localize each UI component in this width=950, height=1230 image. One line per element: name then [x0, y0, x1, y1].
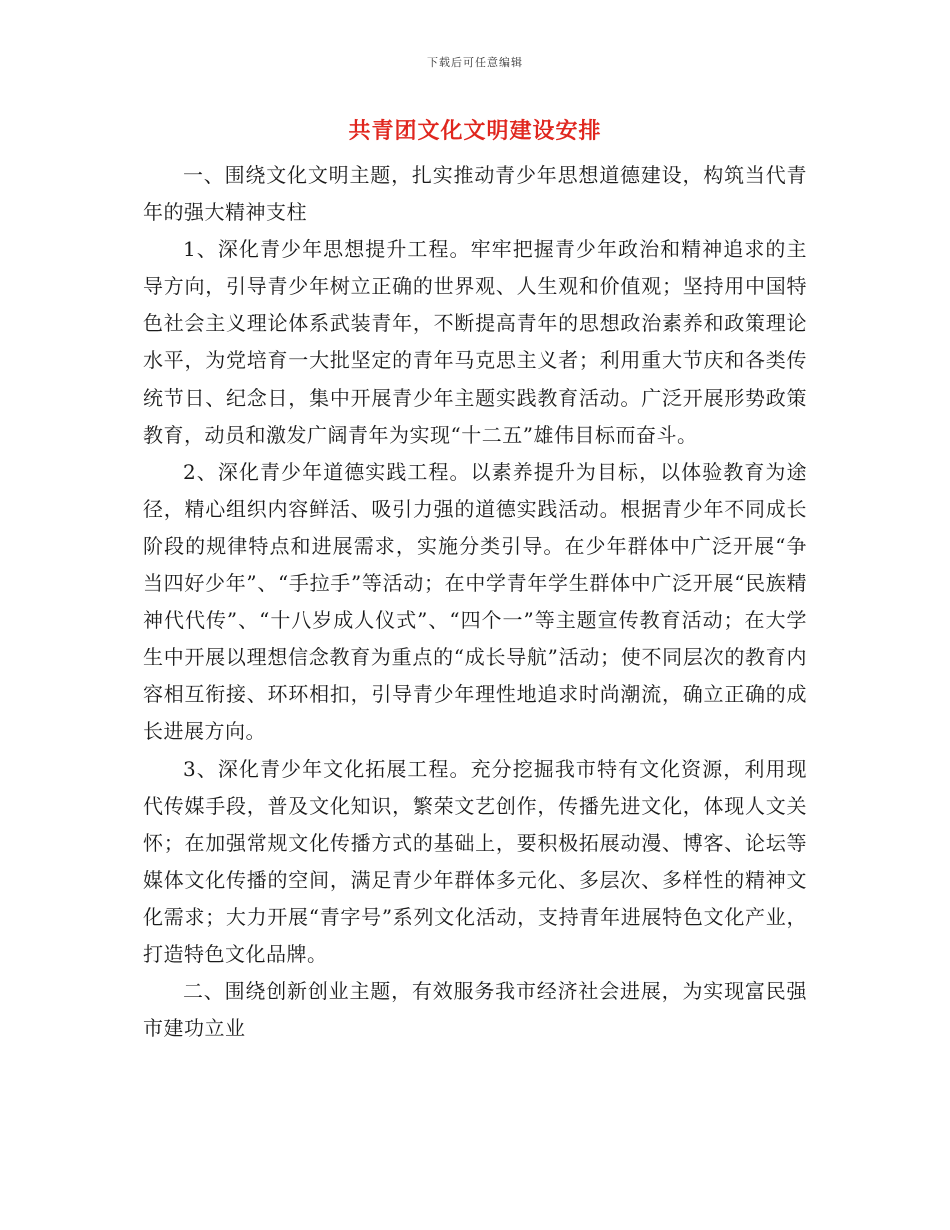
paragraph-item-2: 2、深化青少年道德实践工程。以素养提升为目标，以体验教育为途径，精心组织内容鲜活、吸引力强的道德实践活动。根据青少年不同成长阶段的规律特点和进展需求，实施分类引导。在少年群体中广泛开展“争当四好少年”、“手拉手”等活动；在中学青年学生群体中广泛开展“民族精神代代传”、“十八岁成人仪式”、“四个一”等主题宣传教育活动；在大学生中开展以理想信念教育为重点的“成长导航”活动；使不同层次的教育内容相互衔接、环环相扣，引导青少年理性地追求时尚潮流，确立正确的成长进展方向。 — [143, 459, 807, 744]
header-note: 下载后可任意编辑 — [427, 56, 523, 69]
paragraph-item-3: 3、深化青少年文化拓展工程。充分挖掘我市特有文化资源，利用现代传媒手段，普及文化知识，繁荣文艺创作，传播先进文化，体现人文关怀；在加强常规文化传播方式的基础上，要积极拓展动漫、博客、论坛等媒体文化传播的空间，满足青少年群体多元化、多层次、多样性的精神文化需求；大力开展“青字号”系列文化活动，支持青年进展特色文化产业，打造特色文化品牌。 — [143, 756, 807, 966]
document-title: 共青团文化文明建设安排 — [348, 118, 602, 144]
document-body — [143, 157, 807, 1047]
paragraph-item-1: 1、深化青少年思想提升工程。牢牢把握青少年政治和精神追求的主导方向，引导青少年树立正确的世界观、人生观和价值观；坚持用中国特色社会主义理论体系武装青年，不断提高青年的思想政治素养和政策理论水平，为党培育一大批坚定的青年马克思主义者；利用重大节庆和各类传统节日、纪念日，集中开展青少年主题实践教育活动。广泛开展形势政策教育，动员和激发广阔青年为实现“十二五”雄伟目标而奋斗。 — [143, 237, 807, 447]
paragraph-section-1-heading: 一、围绕文化文明主题，扎实推动青少年思想道德建设，构筑当代青年的强大精神支柱 — [143, 163, 807, 225]
paragraph-section-2-heading: 二、围绕创新创业主题，有效服务我市经济社会进展，为实现富民强市建功立业 — [143, 979, 807, 1041]
